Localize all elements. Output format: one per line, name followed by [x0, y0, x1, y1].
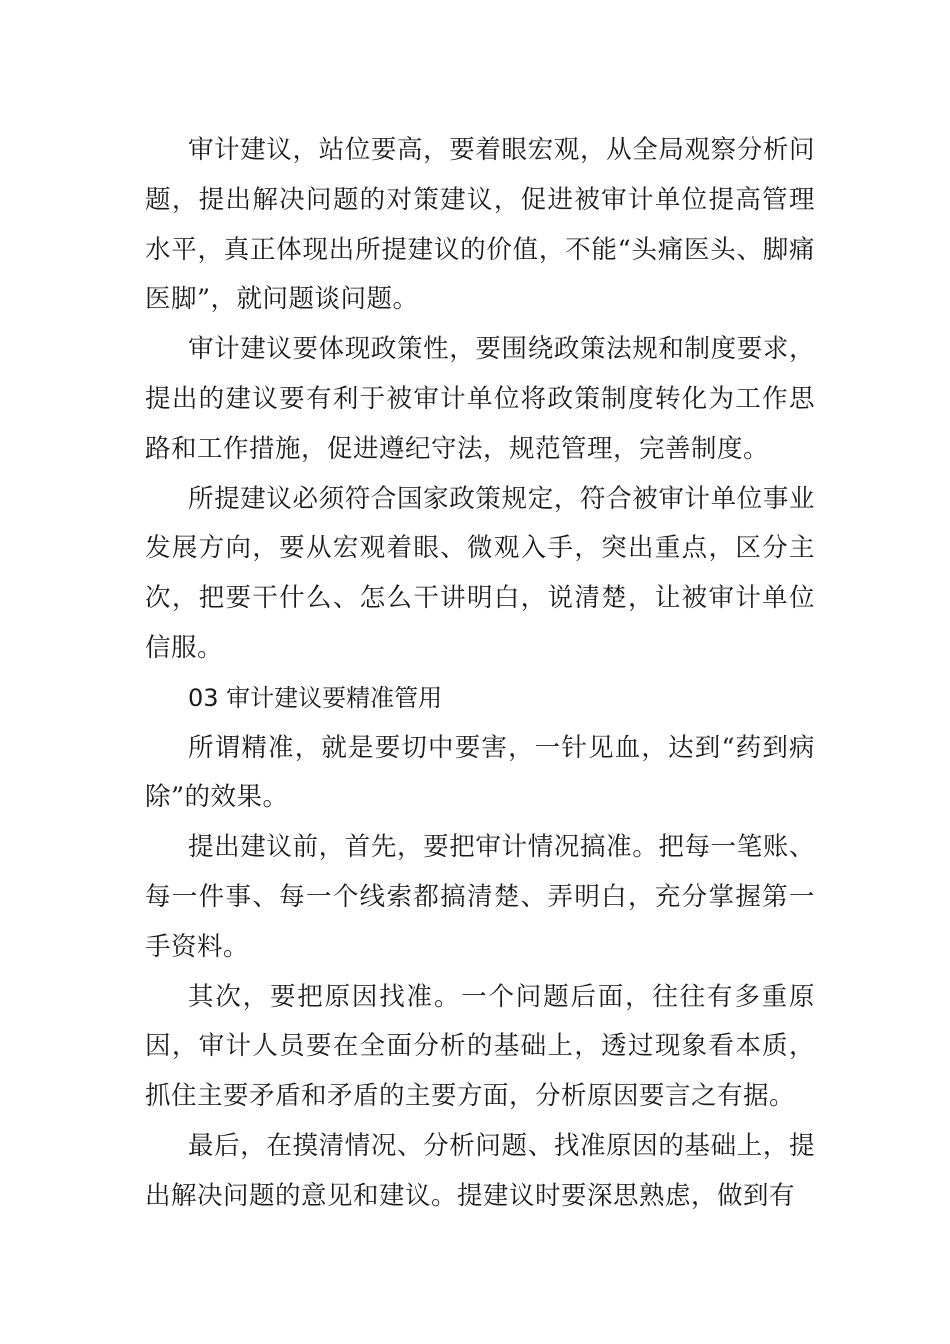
paragraph-final-step: 最后，在摸清情况、分析问题、找准原因的基础上，提出解决问题的意见和建议。提建议时要深思熟虑，做到有: [145, 1130, 815, 1211]
paragraph-precision-definition: 所谓精准，就是要切中要害，一针见血，达到“药到病除”的效果。: [145, 732, 815, 813]
paragraph-second-step: 其次，要把原因找准。一个问题后面，往往有多重原因，审计人员要在全面分析的基础上，透过现象看本质，抓住主要矛盾和矛盾的主要方面，分析原因要言之有据。: [145, 981, 815, 1112]
paragraph-first-step: 提出建议前，首先，要把审计情况搞准。把每一笔账、每一件事、每一个线索都搞清楚、弄明白，充分掌握第一手资料。: [145, 832, 815, 962]
document-body: [145, 126, 815, 1222]
paragraph-policy-orientation: 审计建议要体现政策性，要围绕政策法规和制度要求，提出的建议要有利于被审计单位将政策制度转化为工作思路和工作措施，促进遵纪守法，规范管理，完善制度。: [145, 334, 815, 464]
section-heading: 03 审计建议要精准管用: [188, 683, 443, 712]
paragraph-policy-compliance: 所提建议必须符合国家政策规定，符合被审计单位事业发展方向，要从宏观着眼、微观入手，突出重点，区分主次，把要干什么、怎么干讲明白，说清楚，让被审计单位信服。: [145, 483, 815, 663]
paragraph-elevated-perspective: 审计建议，站位要高，要着眼宏观，从全局观察分析问题，提出解决问题的对策建议，促进被审计单位提高管理水平，真正体现出所提建议的价值，不能“头痛医头、脚痛医脚”，就问题谈问题。: [145, 135, 815, 315]
